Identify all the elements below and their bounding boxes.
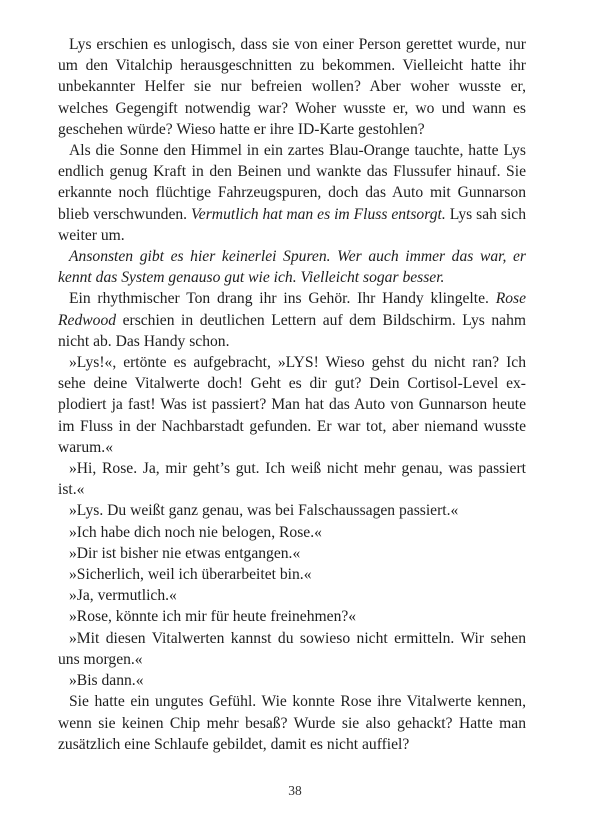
paragraph-15 [58,691,526,755]
paragraph-6-dialogue [58,458,526,500]
paragraph-italic-thought: Vermutlich hat man es im Fluss entsorgt. [191,205,446,223]
paragraph-text: Als die Sonne den Himmel in ein zartes Blau-Orange tauchte, hatte Lys endlich genug Kraft in den Beinen und wankte das Flussufer hinauf. Sie erkannte noch flüchtige Fahrzeugspuren, doch das Auto mit Gunnarson blieb verschwunden. [58,142,526,223]
paragraph-text: »Ich habe dich noch nie belogen, Rose.« [69,523,322,541]
paragraph-13-dialogue [58,628,526,670]
paragraph-5-dialogue [58,352,526,458]
paragraph-text: »Lys!«, ertönte es aufgebracht, »LYS! Wieso gehst du nicht ran? Ich sehe deine Vitalwerte doch! Geht es dir gut? Dein Cortisol-Level explodiert ja fast! Was ist passiert? Man hat das Auto von Gunnarson heute im Fluss in der Nachbarstadt gefunden. Er war tot, aber niemand wusste warum.« [58,354,526,456]
paragraph-text: Lys erschien es unlogisch, dass sie von einer Person gerettet wurde, nur um den Vitalchip herausgeschnitten zu bekommen. Vielleicht hatte ihr unbekannter Helfer sie nur befreien wollen? Aber woher wusste er, welches Gegengift notwendig war? Woher wusste er, wo und wann es geschehen würde? Wieso hatte er ihre ID-Karte gestohlen? [58,36,526,138]
paragraph-text: Ein rhythmischer Ton drang ihr ins Gehör. Ihr Handy klingelte. [69,290,489,308]
paragraph-text: Ansonsten gibt es hier keinerlei Spuren. Wer auch immer das war, er kennt das System genauso gut wie ich. Vielleicht sogar besser. [58,248,526,287]
book-page-body [58,34,526,755]
paragraph-7-dialogue [58,500,526,521]
paragraph-1 [58,34,526,140]
paragraph-11-dialogue [58,585,526,606]
paragraph-text: »Mit diesen Vitalwerten kannst du sowieso nicht ermitteln. Wir sehen uns morgen.« [58,629,526,668]
paragraph-3-inner-thought [58,246,526,288]
paragraph-text: »Bis dann.« [69,672,144,690]
paragraph-italic-name: Rose Redwood [58,290,526,329]
paragraph-8-dialogue [58,522,526,543]
paragraph-text: »Lys. Du weißt ganz genau, was bei Falschaussagen passiert.« [69,502,459,520]
paragraph-text-continued: erschien in deutlichen Lettern auf dem Bildschirm. Lys nahm nicht ab. Das Handy schon. [58,311,526,350]
paragraph-text: Sie hatte ein ungutes Gefühl. Wie konnte Rose ihre Vitalwerte kennen, wenn sie keinen Chip mehr besaß? Wurde sie also gehackt? Hatte man zusätzlich eine Schlaufe gebildet, damit es nicht auffiel? [58,693,526,753]
paragraph-4 [58,288,526,352]
paragraph-text: »Sicherlich, weil ich überarbeitet bin.« [69,566,312,584]
paragraph-10-dialogue [58,564,526,585]
paragraph-14-dialogue [58,670,526,691]
paragraph-9-dialogue [58,543,526,564]
paragraph-text-continued: Lys sah sich weiter um. [58,205,527,244]
paragraph-text: »Rose, könnte ich mir für heute freinehmen?« [69,608,357,626]
paragraph-12-dialogue [58,606,526,627]
paragraph-text: »Dir ist bisher nie etwas entgangen.« [69,544,301,562]
page-number: 38 [288,783,302,798]
paragraph-2 [58,140,526,246]
paragraph-text: »Ja, vermutlich.« [69,587,177,605]
paragraph-text: »Hi, Rose. Ja, mir geht’s gut. Ich weiß nicht mehr genau, was passiert ist.« [58,460,526,499]
